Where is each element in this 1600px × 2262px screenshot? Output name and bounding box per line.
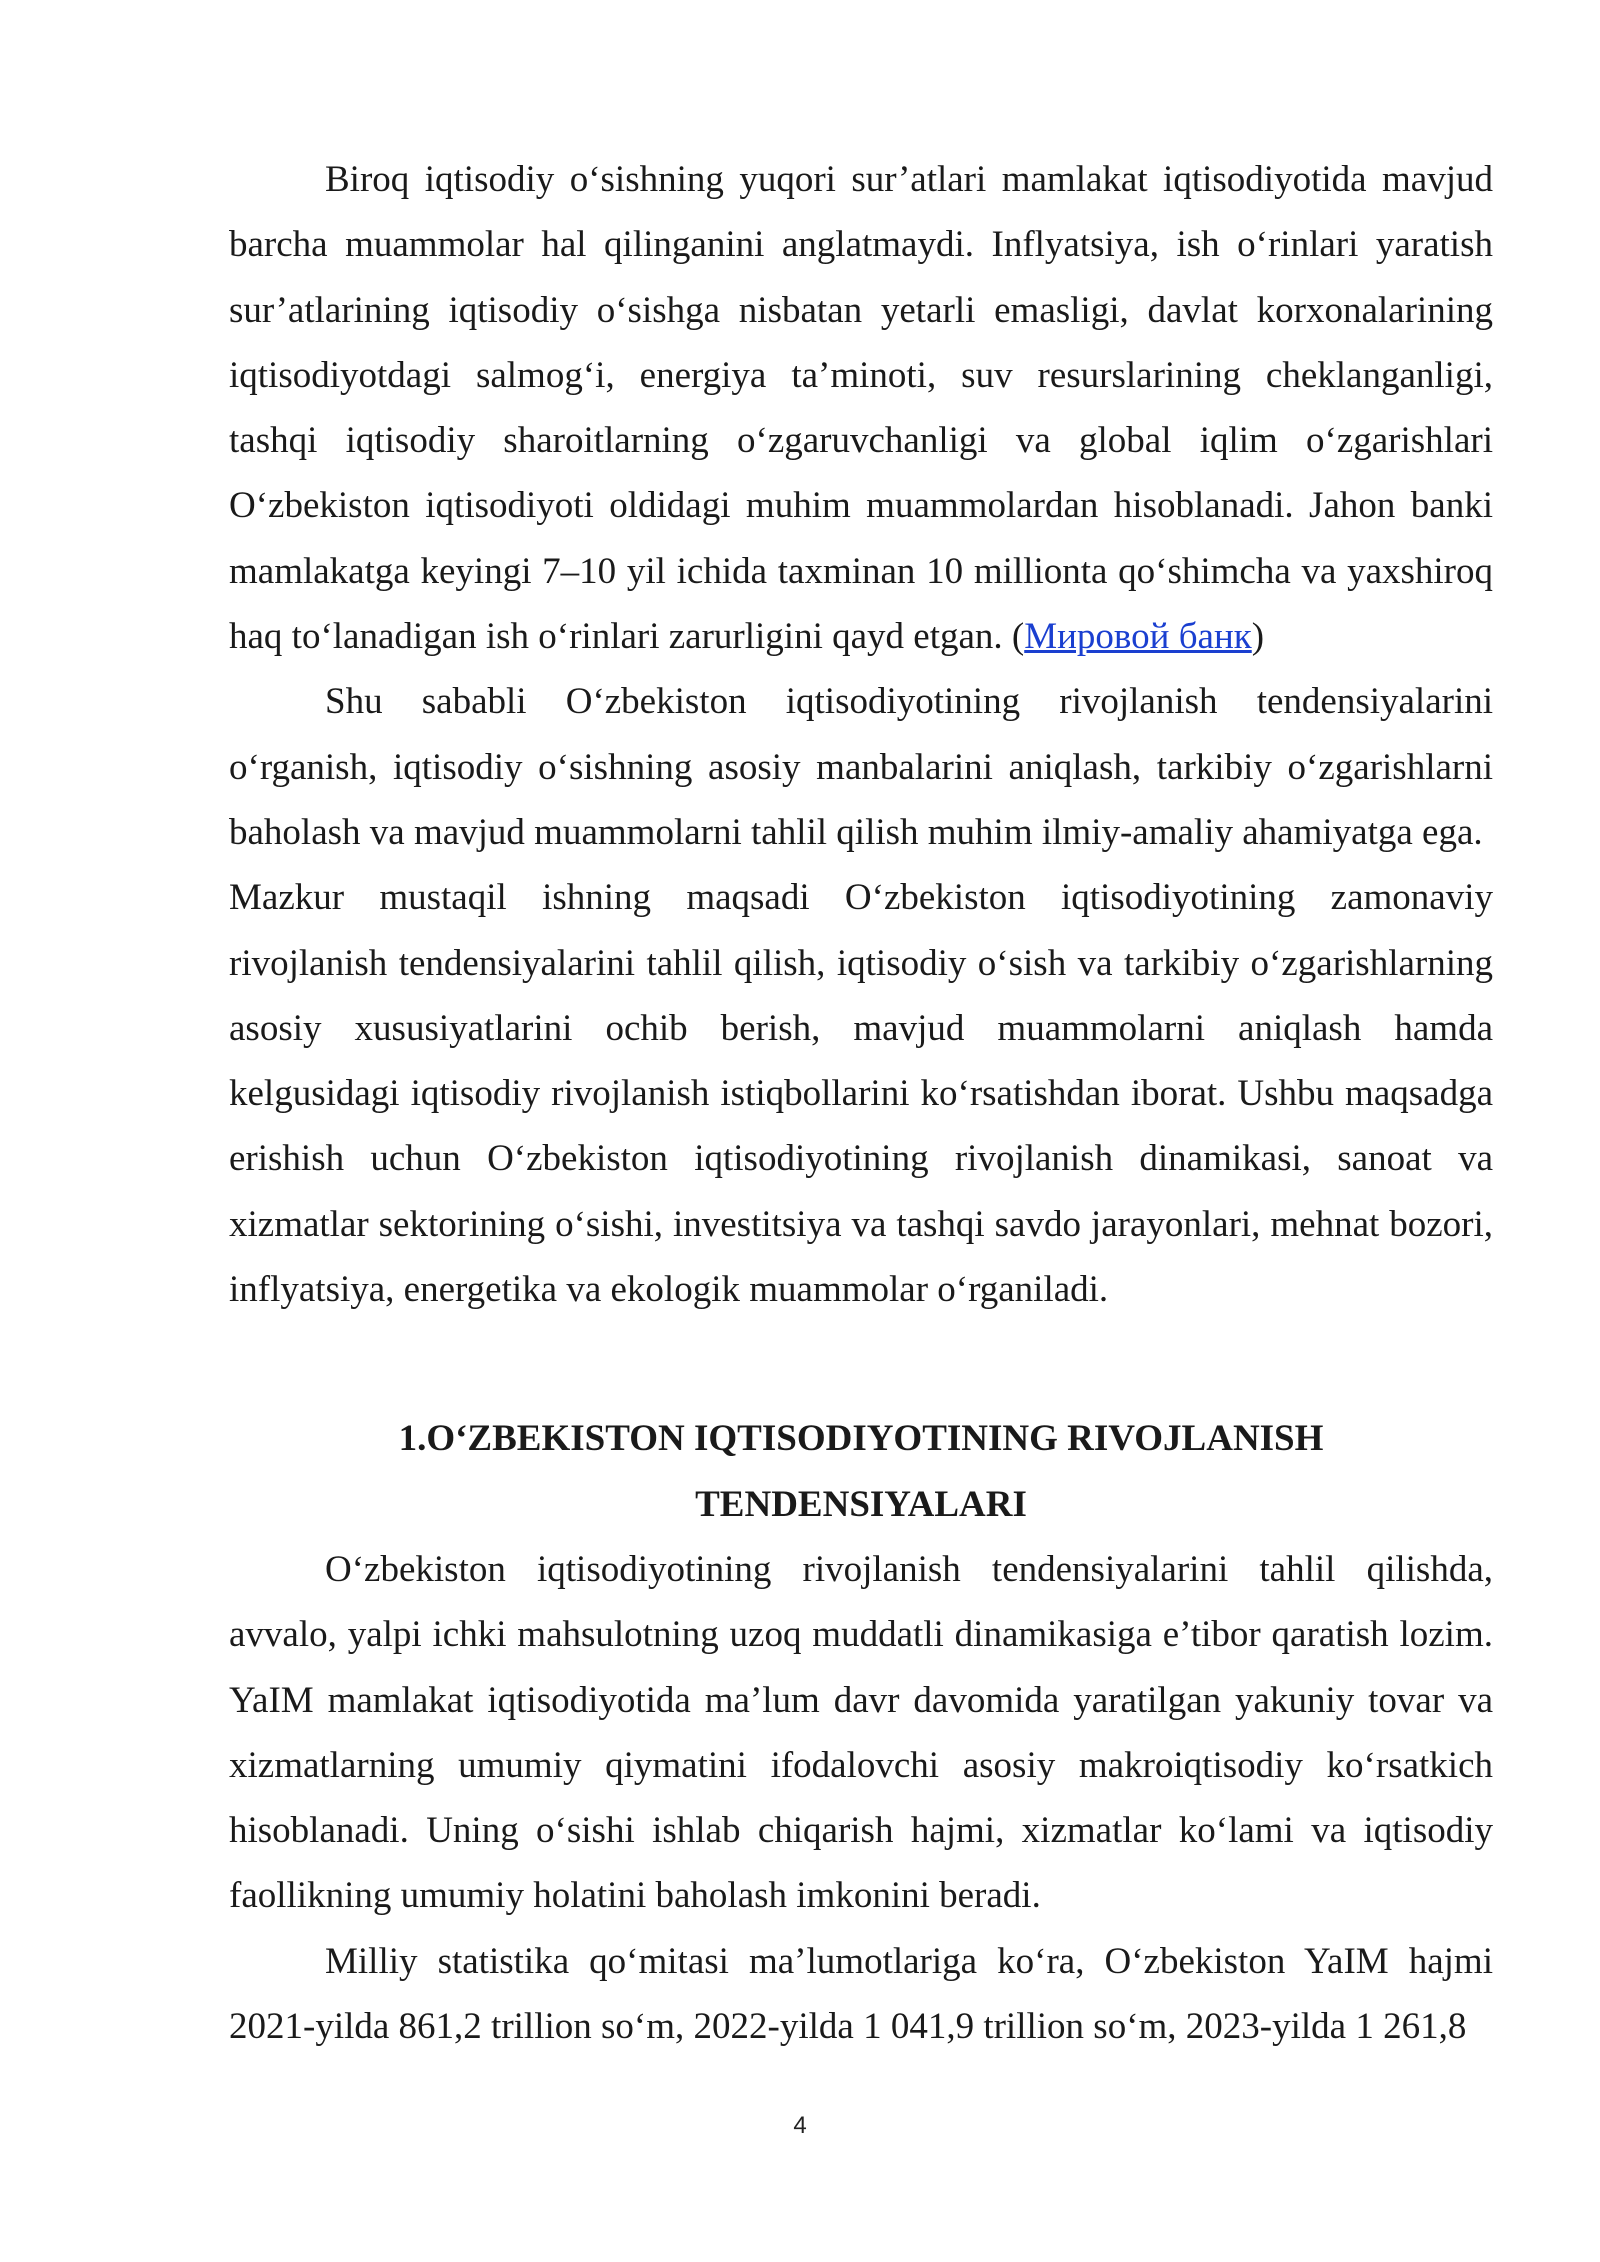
paragraph-text-closing: ) xyxy=(1251,616,1265,658)
section-heading-line-1: 1.O‘ZBEKISTON IQTISODIYOTINING RIVOJLANISH xyxy=(398,1418,1324,1460)
section-heading-line-2: TENDENSIYALARI xyxy=(695,1483,1027,1525)
paragraph-gdp-statistics: Milliy statistika qo‘mitasi ma’lumotlariga ko‘ra, O‘zbekiston YaIM hajmi 2021-yilda 861,2 trillion so‘m, 2022-yilda 1 041,9 trillion so‘m, 2023-yilda 1 261,8 xyxy=(229,1940,1493,2048)
section-heading xyxy=(229,1406,1493,1537)
world-bank-link[interactable]: Мировой банк xyxy=(1024,616,1252,658)
paragraph-relevance: Shu sababli O‘zbekiston iqtisodiyotining rivojlanish tendensiyalarini o‘rganish, iqtisodiy o‘sishning asosiy manbalarini aniqlash, tarkibiy o‘zgarishlarni baholash va mavjud muammolarni tahlil qilish muhim ilmiy-amaliy ahamiyatga ega. xyxy=(229,681,1493,853)
document-page xyxy=(229,147,1493,2059)
paragraph-goal: Mazkur mustaqil ishning maqsadi O‘zbekiston iqtisodiyotining zamonaviy rivojlanish tendensiyalarini tahlil qilish, iqtisodiy o‘sish va tarkibiy o‘zgarishlarning asosiy xususiyatlarini ochib berish, mavjud muammolarni aniqlash hamda kelgusidagi iqtisodiy rivojlanish istiqbollarini ko‘rsatishdan iborat. Ushbu maqsadga erishish uchun O‘zbekiston iqtisodiyotining rivojlanish dinamikasi, sanoat va xizmatlar sektorining o‘sishi, investitsiya va tashqi savdo jarayonlari, mehnat bozori, inflyatsiya, energetika va ekologik muammolar o‘rganiladi. xyxy=(229,877,1493,1311)
page-number: 4 xyxy=(793,2112,807,2139)
paragraph-gdp-dynamics: O‘zbekiston iqtisodiyotining rivojlanish tendensiyalarini tahlil qilishda, avvalo, yalpi ichki mahsulotning uzoq muddatli dinamikasiga e’tibor qaratish lozim. YaIM mamlakat iqtisodiyotida ma’lum davr davomida yaratilgan yakuniy tovar va xizmatlarning umumiy qiymatini ifodalovchi asosiy makroiqtisodiy ko‘rsatkich hisoblanadi. Uning o‘sishi ishlab chiqarish hajmi, xizmatlar ko‘lami va iqtisodiy faollikning umumiy holatini baholash imkonini beradi. xyxy=(229,1548,1493,1917)
paragraph-intro-problems xyxy=(229,147,1493,669)
paragraph-text: Biroq iqtisodiy o‘sishning yuqori sur’atlari mamlakat iqtisodiyotida mavjud barcha muammolar hal qilinganini anglatmaydi. Inflyatsiya, ish o‘rinlari yaratish sur’atlarining iqtisodiy o‘sishga nisbatan yetarli emasligi, davlat korxonalarining iqtisodiyotdagi salmog‘i, energiya ta’minoti, suv resurslarining cheklanganligi, tashqi iqtisodiy sharoitlarning o‘zgaruvchanligi va global iqlim o‘zgarishlari O‘zbekiston iqtisodiyoti oldidagi muhim muammolardan hisoblanadi. Jahon banki mamlakatga keyingi 7–10 yil ichida taxminan 10 millionta qo‘shimcha va yaxshiroq haq to‘lanadigan ish o‘rinlari zarurligini qayd etgan. ( xyxy=(229,159,1493,658)
